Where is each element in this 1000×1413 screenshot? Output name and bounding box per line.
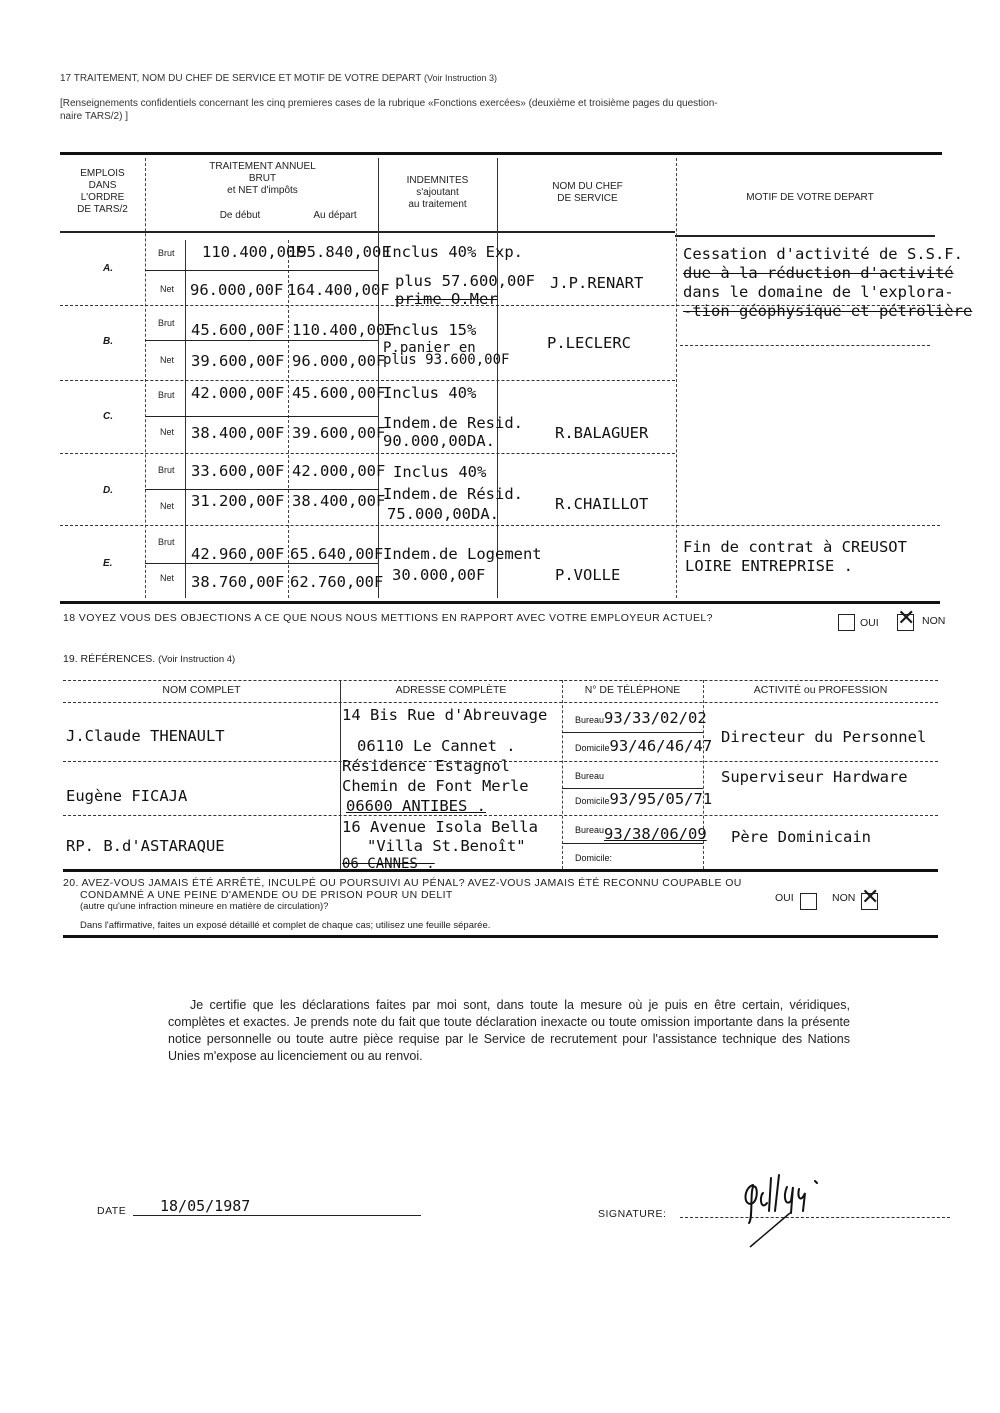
row-e-brut-debut: 42.960,00F — [191, 545, 285, 563]
section-18-non-checkbox[interactable] — [897, 606, 916, 631]
section-20-non-checkbox[interactable] — [861, 885, 880, 910]
row-d-brut-depart: 42.000,00F — [292, 462, 386, 480]
col-divider-4 — [497, 158, 498, 598]
section-18-oui-label: OUI — [860, 617, 879, 629]
section-17-title-text: 17 TRAITEMENT, NOM DU CHEF DE SERVICE ET MOTIF DE VOTRE DEPART — [60, 73, 422, 84]
row-d-net-debut: 31.200,00F — [191, 492, 285, 510]
row-c-letter: C. — [103, 411, 113, 422]
row-d-indemnites-3: 75.000,00DA. — [387, 505, 499, 523]
ref-2-adresse-2: Chemin de Font Merle — [342, 777, 529, 795]
row-b-net-depart: 96.000,00F — [292, 352, 386, 370]
header-emplois-l2: DANS — [88, 180, 117, 191]
col-divider-label — [185, 240, 186, 598]
section-20-line3: (autre qu'une infraction mineure en matière de circulation)? — [80, 901, 329, 912]
row-a-indemnites-2: plus 57.600,00F — [395, 272, 535, 290]
row-c-indemnites-2: Indem.de Resid. — [383, 414, 523, 432]
row-d-brut-debut: 33.600,00F — [191, 462, 285, 480]
header-indemnites-l3: au traitement — [408, 199, 467, 210]
ref-1-bureau-value: 93/33/02/02 — [604, 709, 707, 727]
split-d — [145, 489, 378, 490]
phone-split-2 — [562, 788, 703, 789]
row-b-brut-debut: 45.600,00F — [191, 321, 285, 339]
header-indemnites-l1: INDEMNITES — [406, 175, 469, 186]
row-d-net-depart: 38.400,00F — [292, 492, 386, 510]
date-line — [133, 1215, 421, 1216]
ref-1-activite: Directeur du Personnel — [721, 728, 927, 746]
col-divider-5 — [676, 158, 677, 598]
header-chef — [500, 181, 675, 205]
header-emplois-l3: L'ORDRE — [80, 192, 125, 203]
section-20-line2: CONDAMNÉ A UNE PEINE D'AMENDE OU DE PRISON POUR UN DELIT — [80, 889, 453, 901]
row-c-indemnites-3: 90.000,00DA. — [383, 432, 495, 450]
section-19-title — [63, 653, 235, 665]
section-18-non-mark: ✕ — [897, 606, 916, 631]
section-20-line4: Dans l'affirmative, faites un exposé détaillé et complet de chaque cas; utilisez une feuille séparée. — [80, 920, 491, 931]
row-a-brut-label: Brut — [158, 248, 175, 258]
header-indemnites — [380, 175, 495, 211]
ref-2-nom: Eugène FICAJA — [66, 787, 188, 805]
row-e-net-depart: 62.760,00F — [290, 573, 384, 591]
ref-1-bureau-label: Bureau — [575, 715, 605, 725]
section-20-line1: 20. AVEZ-VOUS JAMAIS ÉTÉ ARRÊTÉ, INCULPÉ OU POURSUIVI AU PÉNAL? AVEZ-VOUS JAMAIS ÉTÉ RECONNU COUPABLE OU — [63, 877, 742, 889]
motif-a-l3: dans le domaine de l'explora- — [683, 283, 954, 301]
row-e-brut-depart: 65.640,00F — [290, 545, 384, 563]
row-c-net-label: Net — [160, 427, 175, 437]
motif-a-l1: Cessation d'activité de S.S.F. — [683, 245, 963, 263]
ref-1-bureau — [575, 709, 707, 727]
ref-3-nom: RP. B.d'ASTARAQUE — [66, 837, 225, 855]
ref-header-activite: ACTIVITÉ ou PROFESSION — [753, 684, 888, 696]
row-d-indemnites-1: Inclus 40% — [393, 463, 487, 481]
row-c-net-debut: 38.400,00F — [191, 424, 285, 442]
section-20-non-mark: ✕ — [861, 885, 880, 910]
ref-header-border — [63, 702, 938, 703]
row-e-chef: P.VOLLE — [555, 566, 621, 584]
row-b-indemnites-1: Inclus 15% — [383, 321, 477, 339]
row-sep-c — [60, 453, 675, 454]
col-divider-3 — [378, 158, 379, 598]
section-20-non-label: NON — [832, 892, 856, 904]
ref-col-2 — [562, 680, 563, 869]
ref-row-sep-2 — [63, 815, 938, 816]
header-traitement-l3: et NET d'impôts — [227, 185, 298, 196]
ref-3-bureau-value: 93/38/06/09 — [604, 825, 707, 844]
row-b-chef: P.LECLERC — [547, 334, 631, 352]
ref-2-activite: Superviseur Hardware — [721, 768, 908, 786]
row-c-chef: R.BALAGUER — [555, 424, 649, 442]
ref-3-bureau — [575, 825, 707, 843]
ref-col-1 — [340, 680, 341, 869]
section-20-oui-checkbox[interactable] — [800, 893, 817, 910]
motif-a-l2: due à la réduction d'activité — [683, 264, 954, 282]
row-a-chef: J.P.RENART — [550, 274, 644, 292]
ref-2-bureau-label: Bureau — [575, 771, 605, 781]
ref-top-border — [63, 680, 938, 681]
ref-1-nom: J.Claude THENAULT — [66, 727, 225, 745]
row-e-indemnites-1: Indem.de Logement — [383, 545, 542, 563]
ref-3-activite: Père Dominicain — [731, 828, 871, 846]
row-b-net-label: Net — [160, 355, 175, 365]
ref-3-bureau-label: Bureau — [575, 825, 605, 835]
header-emplois-l1: EMPLOIS — [80, 168, 125, 179]
header-emplois-l4: DE TARS/2 — [77, 204, 128, 215]
section-20-oui-label: OUI — [775, 892, 794, 904]
section-17-subtitle-line1: [Renseignements confidentiels concernant les cinq premieres cases de la rubrique «Fonctions exercées» (deuxième et troisième pages du question- — [60, 98, 718, 109]
header-motif: MOTIF DE VOTRE DEPART — [746, 192, 874, 203]
row-a-brut-depart: 195.840,00F — [288, 243, 391, 261]
signature-scribble — [735, 1163, 855, 1248]
table-header-bottom-border — [60, 231, 675, 233]
header-traitement-l1: TRAITEMENT ANNUEL — [209, 161, 316, 172]
header-depart: Au départ — [313, 210, 357, 221]
row-a-net-depart: 164.400,00F — [287, 281, 390, 299]
row-e-brut-label: Brut — [158, 537, 175, 547]
section-18-question: 18 VOYEZ VOUS DES OBJECTIONS A CE QUE NOUS NOUS METTIONS EN RAPPORT AVEC VOTRE EMPLOYEUR ACTUEL? — [63, 612, 713, 624]
ref-2-domicile-value: 93/95/05/71 — [609, 790, 713, 808]
ref-2-adresse-3: 06600 ANTIBES . — [346, 797, 486, 815]
row-b-indemnites-2: P.panier en — [383, 340, 476, 356]
section-20-bottom-border — [63, 935, 938, 938]
ref-3-domicile: Domicile: — [575, 853, 613, 863]
row-d-net-label: Net — [160, 501, 175, 511]
ref-2-bureau — [575, 765, 604, 783]
row-b-brut-depart: 110.400,00F — [292, 321, 395, 339]
ref-2-adresse-1: Résidence Estagnol — [342, 757, 510, 775]
ref-header-telephone: N° DE TÉLÉPHONE — [584, 684, 681, 696]
ref-bottom-border — [63, 869, 938, 872]
motif-e-l2: LOIRE ENTREPRISE . — [685, 557, 853, 575]
header-traitement — [150, 161, 375, 197]
date-value[interactable]: 18/05/1987 — [160, 1197, 251, 1215]
row-d-brut-label: Brut — [158, 465, 175, 475]
header-chef-l2: DE SERVICE — [557, 193, 618, 204]
row-c-net-depart: 39.600,00F — [292, 424, 386, 442]
row-a-net-debut: 96.000,00F — [190, 281, 284, 299]
row-e-indemnites-2: 30.000,00F — [392, 566, 486, 584]
row-a-indemnites-1: Inclus 40% Exp. — [383, 243, 523, 261]
ref-3-adresse-1: 16 Avenue Isola Bella — [342, 818, 538, 836]
row-e-net-debut: 38.760,00F — [191, 573, 285, 591]
header-debut: De début — [219, 210, 261, 221]
table-bottom-border — [60, 601, 940, 604]
phone-split-1 — [562, 732, 703, 733]
section-17-subtitle — [60, 97, 718, 123]
section-18-non-label: NON — [922, 615, 946, 627]
row-e-net-label: Net — [160, 573, 175, 583]
row-c-indemnites-1: Inclus 40% — [383, 384, 477, 402]
row-b-net-debut: 39.600,00F — [191, 352, 285, 370]
ref-1-domicile-label: Domicile — [575, 743, 610, 753]
split-b — [145, 340, 378, 341]
header-indemnites-l2: s'ajoutant — [416, 187, 459, 198]
row-a-indemnites-3: prime O.Mer — [395, 290, 498, 308]
split-a — [145, 270, 378, 271]
motif-a-l4: -tion géophysique et pétrolière — [683, 302, 973, 320]
header-chef-l1: NOM DU CHEF — [552, 181, 623, 192]
row-b-brut-label: Brut — [158, 318, 175, 328]
header-emplois — [60, 168, 145, 216]
row-c-brut-depart: 45.600,00F — [292, 384, 386, 402]
signature-image — [735, 1163, 855, 1248]
col-divider-1 — [145, 158, 146, 598]
section-17-title-note: (Voir Instruction 3) — [423, 73, 497, 83]
section-17-title — [60, 73, 497, 84]
split-e — [145, 563, 378, 564]
ref-3-adresse-2: "Villa St.Benoît" — [367, 837, 526, 855]
row-a-brut-debut: 110.400,00F — [202, 243, 305, 261]
ref-1-adresse-1: 14 Bis Rue d'Abreuvage — [342, 706, 548, 724]
signature-label: SIGNATURE: — [598, 1208, 667, 1220]
ref-1-adresse-2: 06110 Le Cannet . — [357, 737, 516, 755]
section-18-oui-checkbox[interactable] — [838, 614, 855, 631]
ref-3-domicile-label: Domicile — [575, 853, 610, 863]
row-d-indemnites-2: Indem.de Résid. — [383, 485, 523, 503]
ref-header-nom: NOM COMPLET — [162, 684, 241, 696]
row-d-chef: R.CHAILLOT — [555, 495, 649, 513]
row-sep-b — [60, 380, 675, 381]
section-19-title-note: (Voir Instruction 4) — [158, 654, 236, 665]
ref-header-adresse: ADRESSE COMPLÈTE — [395, 684, 507, 696]
section-17-subtitle-line2: naire TARS/2) ] — [60, 111, 128, 122]
motif-blank-line — [680, 345, 930, 346]
row-sep-d — [60, 525, 940, 526]
ref-1-domicile — [575, 737, 712, 755]
row-a-motif — [683, 245, 972, 321]
row-b-letter: B. — [103, 336, 113, 347]
table-header-bottom-border-right — [675, 235, 935, 237]
row-d-letter: D. — [103, 485, 113, 496]
ref-1-domicile-value: 93/46/46/47 — [609, 737, 713, 755]
header-traitement-l2: BRUT — [248, 173, 277, 184]
certification-text: Je certifie que les déclarations faites par moi sont, dans toute la mesure où je puis en être certain, véridiques, complètes et exactes. Je prends note du fait que toute déclaration inexacte ou toute omission importante dans la présente notice personnelle ou toute autre pièce requise par le Service de recrutement pour l'assistance technique des Nations Unies m'expose au licenciement ou au renvoi. — [168, 998, 850, 1063]
motif-e-l1: Fin de contrat à CREUSOT — [683, 538, 907, 556]
row-b-indemnites-3: plus 93.600,00F — [383, 352, 510, 368]
row-e-motif — [683, 538, 907, 576]
ref-3-adresse-3: 06 CANNES . — [342, 856, 435, 872]
ref-2-domicile-label: Domicile — [575, 796, 610, 806]
split-c — [145, 416, 378, 417]
row-a-net-label: Net — [160, 284, 175, 294]
table-top-border — [60, 152, 942, 155]
row-c-brut-label: Brut — [158, 390, 175, 400]
section-19-title-text: 19. RÉFÉRENCES. — [63, 653, 156, 665]
row-e-letter: E. — [103, 558, 113, 569]
row-a-letter: A. — [103, 263, 113, 274]
row-c-brut-debut: 42.000,00F — [191, 384, 285, 402]
date-label: DATE — [97, 1205, 127, 1217]
ref-2-domicile — [575, 790, 712, 808]
